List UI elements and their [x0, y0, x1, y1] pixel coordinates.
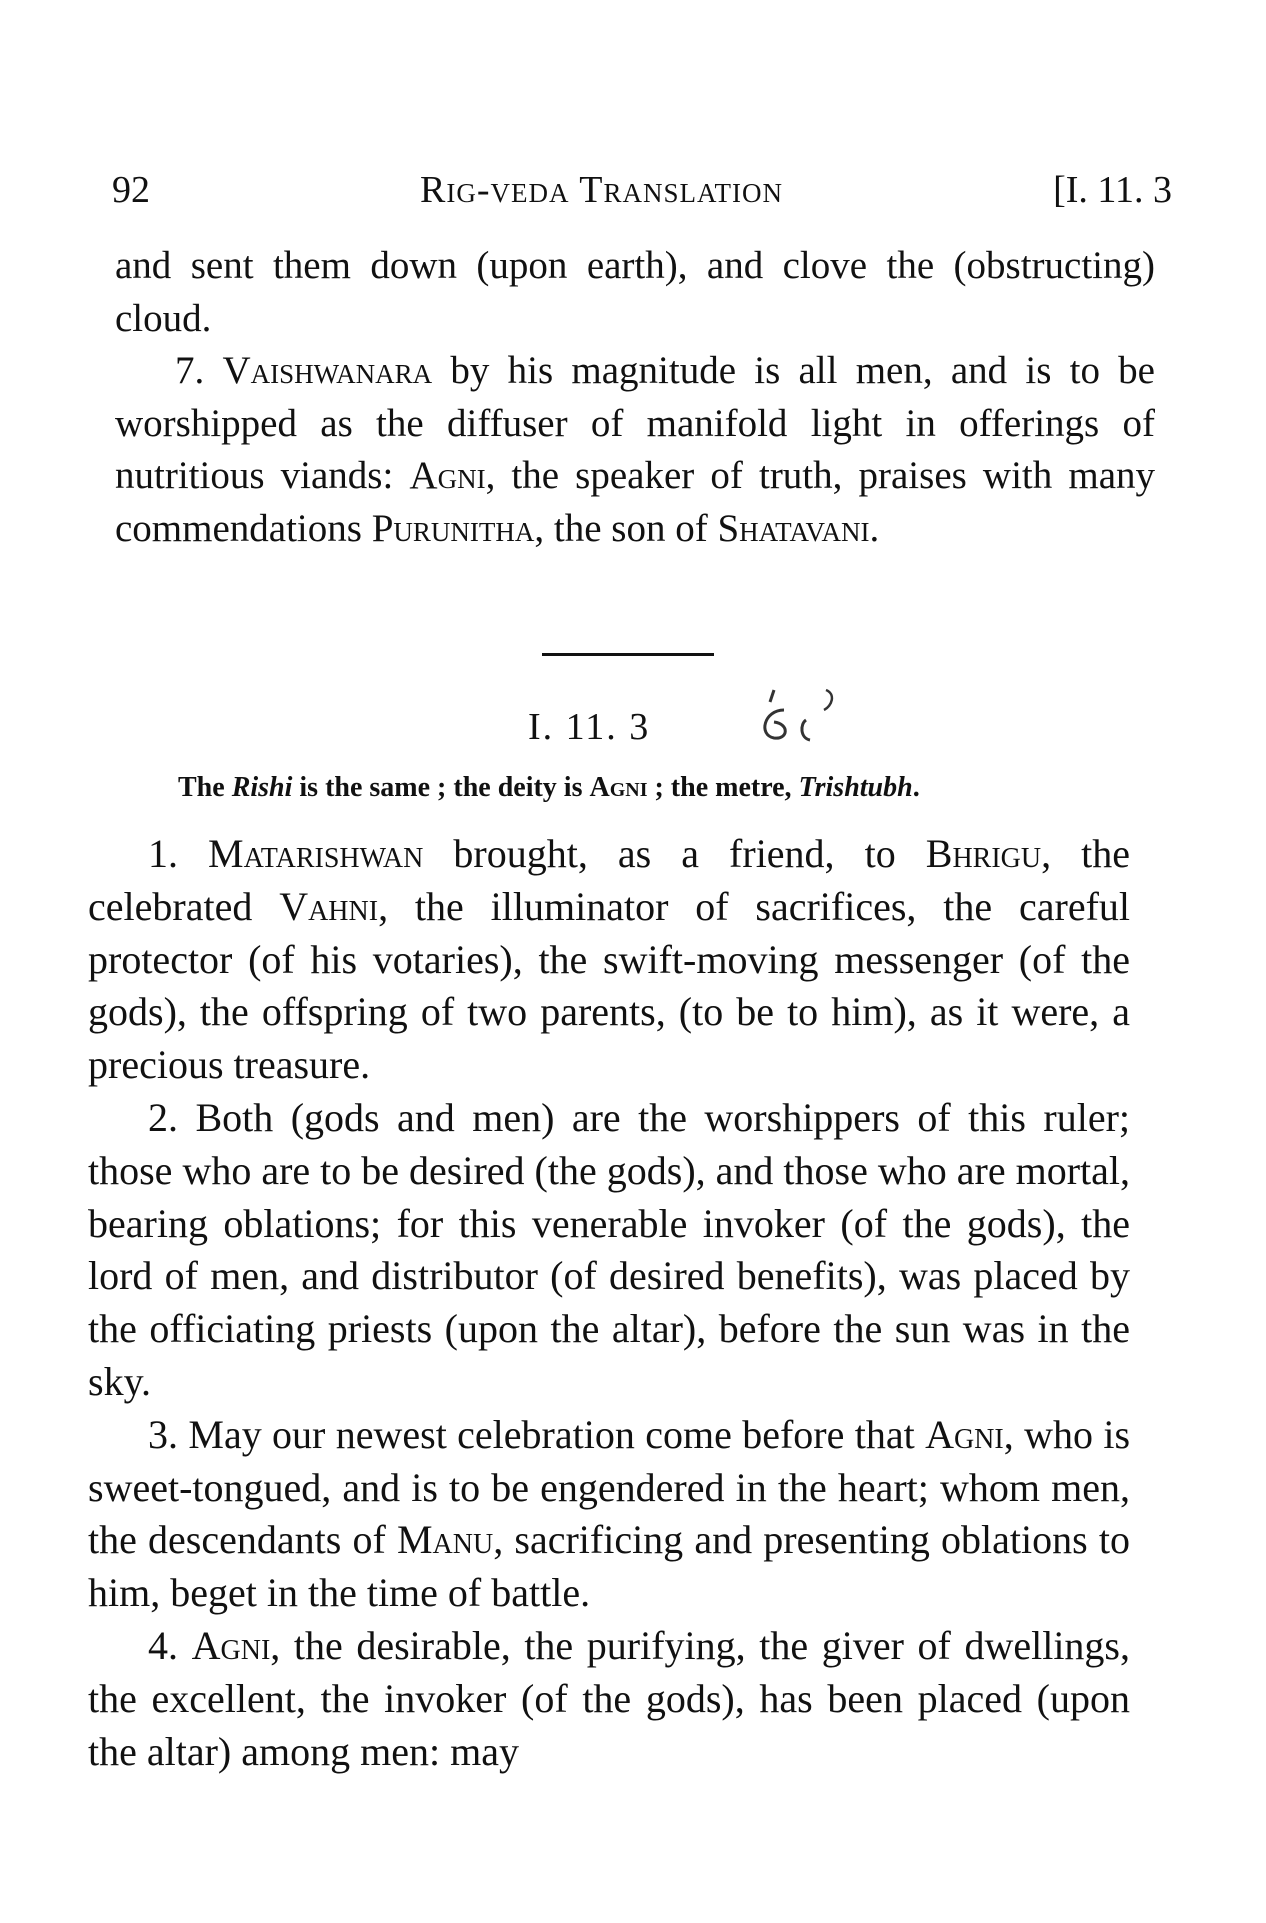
continued-text: [115, 240, 1155, 555]
meta-rishi: Rishi: [231, 772, 293, 803]
verse-4: [88, 1620, 1130, 1778]
section-divider: [542, 653, 714, 656]
verse-7: [115, 345, 1155, 555]
verse-number: 3.: [148, 1411, 178, 1457]
person-name: Shatavani: [717, 506, 870, 550]
running-title: Rig-veda Translation: [420, 169, 784, 211]
verse-text: , the illuminator of sacrifices, the careful protector (of his votaries), the swift-moving messenger (of the gods), the offspring of two parents, (to be to him), as it were, a precious treasure.: [88, 883, 1131, 1088]
verse-text: , the son of: [534, 506, 708, 550]
verse-text: brought, as a friend, to: [453, 831, 896, 876]
meta-text: is the same ; the deity is: [299, 772, 583, 803]
verse-text: , the celebrated: [88, 831, 1131, 929]
verse-2: [88, 1092, 1130, 1409]
person-name: Manu: [396, 1517, 494, 1563]
deity-name: Agni: [925, 1411, 1004, 1457]
verse-text: , the speaker of truth, praises with many commendations: [115, 454, 1156, 550]
verse-text: , sacrificing and presenting oblations to him, beget in the time of battle.: [88, 1517, 1130, 1616]
verse-number: 1.: [148, 831, 178, 876]
meta-text: The: [178, 772, 225, 803]
meta-text: .: [912, 772, 920, 803]
verse-text: , the desirable, the purifying, the giver of dwellings, the excellent, the invoker (of the gods), has been placed (upon the altar) among men: may: [88, 1622, 1130, 1774]
deity-name: Agni: [409, 454, 486, 497]
meta-deity: Agni: [589, 772, 648, 803]
verses: [88, 828, 1130, 1778]
verse-number: 4.: [148, 1622, 178, 1668]
handwritten-annotation: [744, 680, 854, 750]
verse-text: .: [869, 506, 880, 550]
section-reference: [I. 11. 3: [1053, 169, 1172, 211]
continuation-line: and sent them down (upon earth), and clove the (obstructing) cloud.: [115, 244, 1155, 340]
deity-name: Vaishwanara: [222, 349, 433, 392]
verse-text: , who is sweet-tongued, and is to be engendered in the heart; whom men, the descendants of: [88, 1411, 1131, 1563]
verse-number: 7.: [175, 349, 205, 392]
page-header: [112, 168, 1172, 218]
section-heading: I. 11. 3: [528, 706, 651, 748]
meta-text: ; the metre,: [654, 772, 792, 803]
page-number: 92: [112, 169, 150, 211]
person-name: Bhrigu: [925, 831, 1042, 876]
deity-name: Vahni: [279, 883, 379, 929]
verse-3: [88, 1409, 1130, 1620]
meta-metre: Trishtubh: [798, 772, 913, 803]
verse-text: by his magnitude is all men, and is to be worshipped as the diffuser of manifold light in offerings of nutritious viands:: [115, 349, 1155, 497]
rishi-deity-metre-line: [178, 772, 1138, 804]
person-name: Purunitha: [371, 506, 535, 550]
deity-name: Agni: [191, 1622, 271, 1668]
verse-text: May our newest celebration come before that: [188, 1411, 915, 1457]
verse-1: [88, 828, 1130, 1092]
verse-text: Both (gods and men) are the worshippers of this ruler; those who are to be desired (the gods), and those who are mortal, bearing oblations; for this venerable invoker (of the gods), the lord of men, and distributor (of desired benefits), was placed by the officiating priests (upon the altar), before the sun was in the sky.: [88, 1094, 1131, 1404]
person-name: Matarishwan: [208, 831, 424, 876]
verse-number: 2.: [148, 1094, 178, 1140]
